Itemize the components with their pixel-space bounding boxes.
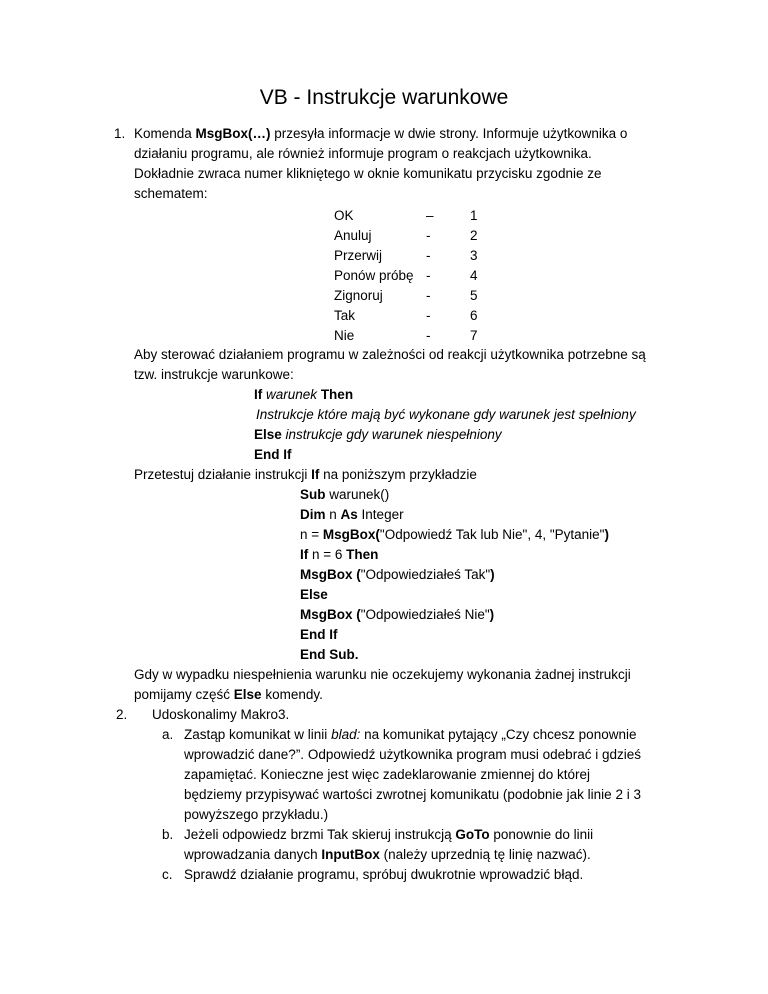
subitem-a-line-4: będziemy przypisywać wartości zwrotnej komunikatu (podobnie jak linie 2 i 3 [184,787,641,802]
item-1-line-4: schematem: [134,186,208,201]
item-1-number: 1. [114,126,126,141]
item-2-heading: Udoskonalimy Makro3. [152,707,290,722]
code-line-9: End Sub. [300,647,359,662]
subitem-c-label: c. [162,867,173,882]
subitem-b-label: b. [162,827,174,842]
code-line-4: If n = 6 Then [300,547,379,562]
code-line-7: MsgBox ("Odpowiedziałeś Nie") [300,607,495,622]
syntax-else-line: Else instrukcje gdy warunek niespełniony [254,427,502,442]
subitem-a-line-1: Zastąp komunikat w linii blad: na komunikat pytający „Czy chcesz ponownie [184,727,637,742]
syntax-endif-line: End If [254,447,292,462]
code-line-3: n = MsgBox("Odpowiedź Tak lub Nie", 4, "Pytanie") [300,527,609,542]
steer-line-2: tzw. instrukcje warunkowe: [134,367,294,382]
item-1-line-2: działaniu programu, ale również informuje program o reakcjach użytkownika. [134,146,592,161]
subitem-c-line-1: Sprawdź działanie programu, spróbuj dwukrotnie wprowadzić błąd. [184,867,584,882]
item-1-line-1: Komenda MsgBox(…) przesyła informacje w dwie strony. Informuje użytkownika o [134,126,628,141]
subitem-a-line-2: wprowadzić dane?”. Odpowiedź użytkownika program musi odebrać i gdzieś [184,747,641,762]
subitem-a-line-3: zapamiętać. Konieczne jest więc zadeklarowanie zmiennej do której [184,767,590,782]
code-line-1: Sub warunek() [300,487,390,502]
item-2-number: 2. [116,707,128,722]
document-title: VB - Instrukcje warunkowe [259,86,509,109]
note-line-2: pomijamy część Else komendy. [134,687,323,702]
subitem-b-line-1: Jeżeli odpowiedz brzmi Tak skieruj instrukcją GoTo ponownie do linii [184,827,594,842]
syntax-true-instr: Instrukcje które mają być wykonane gdy warunek jest spełniony [256,407,636,422]
document-page: VB - Instrukcje warunkowe 1. Komenda MsgBox(…) przesyła informacje w dwie strony. Informuje użytkownika o działaniu programu, ale również informuje program o reakcjach użytkownika. Dokładnie zwraca numer klikniętego w oknie komunikatu przycisku zgodnie ze schematem: OK – 1 Anuluj - 2 Przerwij - 3 Ponów próbę - 4 Zignoruj - 5 Tak - 6 Nie - 7 Aby sterować działaniem programu w zależności od reakcji użytkownika potrzebne są tzw. instrukcje warunkowe: If warunek Then Instrukcje które mają być wykonane gdy warunek jest spełniony Else instrukcje gdy warunek niespełniony End If Przetestuj działanie instrukcji If na poniższym przykładzie Sub warunek() Dim n As Integer n = MsgBox("Odpowiedź Tak lub Nie", 4, "Pytanie") If n = 6 Then MsgBox ("Odpowiedziałeś Tak") Else MsgBox ("Odpowiedziałeś Nie") End If End Sub. Gdy w wypadku niespełnienia warunku nie oczekujemy wykonania żadnej instrukcji pomijamy część Else komendy. 2. Udoskonalimy Makro3. a. Zastąp komunikat w linii blad: na komunikat pytający „Czy chcesz ponownie wprowadzić dane?”. Odpowiedź użytkownika program musi odebrać i gdzieś zapamiętać. Konieczne jest więc zadeklarowanie zmiennej do której będziemy przypisywać wartości zwrotnej komunikatu (podobnie jak linie 2 i 3 powyższego przykładu.) b. Jeżeli odpowiedz brzmi Tak skieruj instrukcją GoTo ponownie do linii wprowadzania danych InputBox (należy uprzednią tę linię nazwać). c. Sprawdź działanie programu, spróbuj dwukrotnie wprowadzić błąd. [0,0,768,994]
msgbox-keyword: MsgBox(…) [195,126,271,141]
code-line-5: MsgBox ("Odpowiedziałeś Tak") [300,567,495,582]
syntax-if-line: If warunek Then [254,387,354,402]
item-1-line-3: Dokładnie zwraca numer klikniętego w oknie komunikatu przycisku zgodnie ze [134,166,602,181]
steer-line-1: Aby sterować działaniem programu w zależności od reakcji użytkownika potrzebne są [134,347,646,362]
subitem-a-label: a. [162,727,174,742]
subitem-b-line-2: wprowadzania danych InputBox (należy uprzednią tę linię nazwać). [184,847,591,862]
subitem-a-line-5: powyższego przykładu.) [184,807,329,822]
note-line-1: Gdy w wypadku niespełnienia warunku nie oczekujemy wykonania żadnej instrukcji [134,667,631,682]
code-line-2: Dim n As Integer [300,507,404,522]
code-line-8: End If [300,627,338,642]
code-line-6: Else [300,587,328,602]
test-instruction-line: Przetestuj działanie instrukcji If na poniższym przykładzie [134,467,477,482]
